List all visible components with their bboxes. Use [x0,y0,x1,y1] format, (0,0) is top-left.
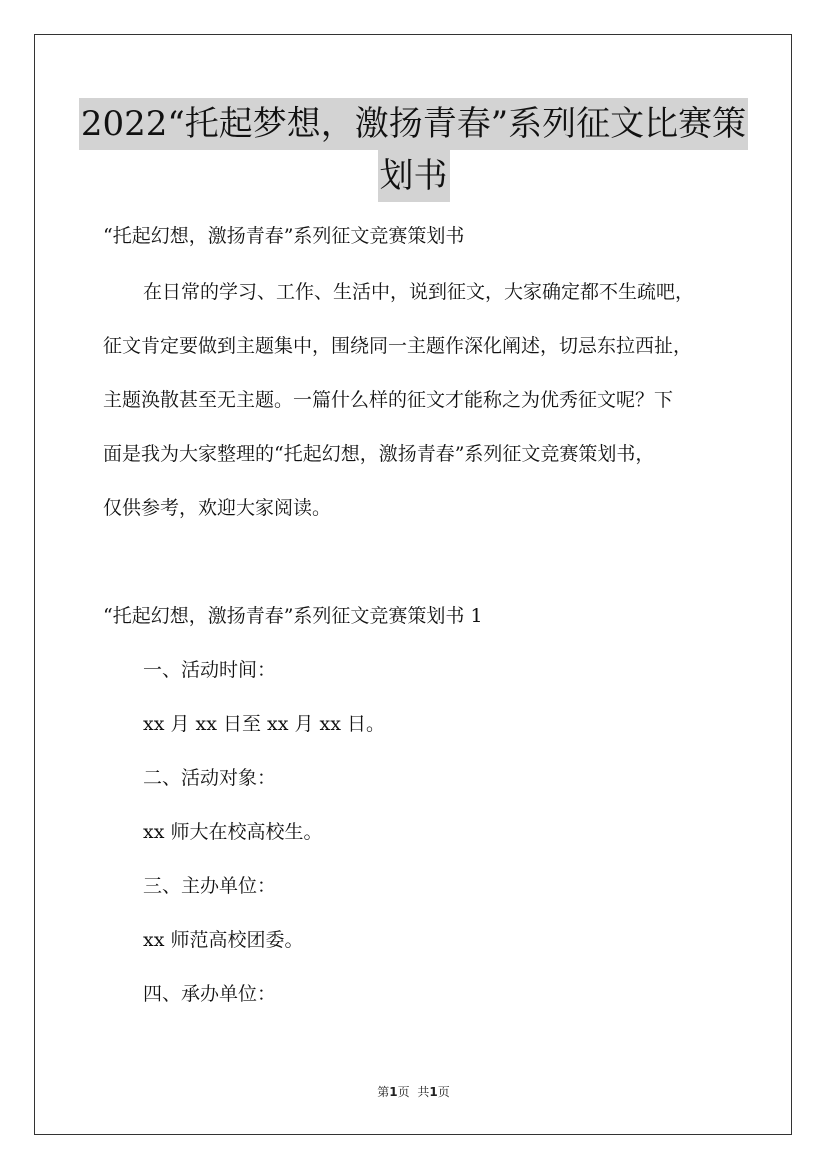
intro-line-4: 面是我为大家整理的“托起幻想，激扬青春”系列征文竞赛策划书， [103,443,655,465]
item-organizer-value: xx 师范高校团委。 [143,929,304,951]
document-title [0,98,827,202]
footer-page-prefix: 第 [377,1085,390,1099]
footer-page-suffix: 页 [397,1085,410,1099]
item-activity-target-heading: 二、活动对象： [143,767,277,789]
intro-line-1: 在日常的学习、工作、生活中，说到征文，大家确定都不生疏吧， [143,281,695,303]
footer-total-number: 1 [429,1085,438,1099]
footer-total-suffix: 页 [437,1085,450,1099]
title-line-2: 划书 [378,150,450,202]
item-contractor-heading: 四、承办单位： [143,983,277,1005]
item-activity-time-value: xx 月 xx 日至 xx 月 xx 日。 [143,713,385,735]
title-line-1: 2022“托起梦想，激扬青春”系列征文比赛策 [79,98,748,150]
page-footer [0,1084,827,1100]
item-activity-target-value: xx 师大在校高校生。 [143,821,323,843]
document-subtitle: “托起幻想，激扬青春”系列征文竞赛策划书 [103,225,465,247]
item-organizer-heading: 三、主办单位： [143,875,277,897]
intro-line-2: 征文肯定要做到主题集中，围绕同一主题作深化阐述，切忌东拉西扯， [103,335,693,357]
item-activity-time-heading: 一、活动时间： [143,659,277,681]
footer-page-number: 1 [389,1085,398,1099]
intro-line-3: 主题涣散甚至无主题。一篇什么样的征文才能称之为优秀征文呢？下 [103,389,674,411]
section-heading: “托起幻想，激扬青春”系列征文竞赛策划书 1 [103,605,483,627]
intro-line-5: 仅供参考，欢迎大家阅读。 [103,497,332,519]
footer-total-prefix: 共 [417,1085,430,1099]
